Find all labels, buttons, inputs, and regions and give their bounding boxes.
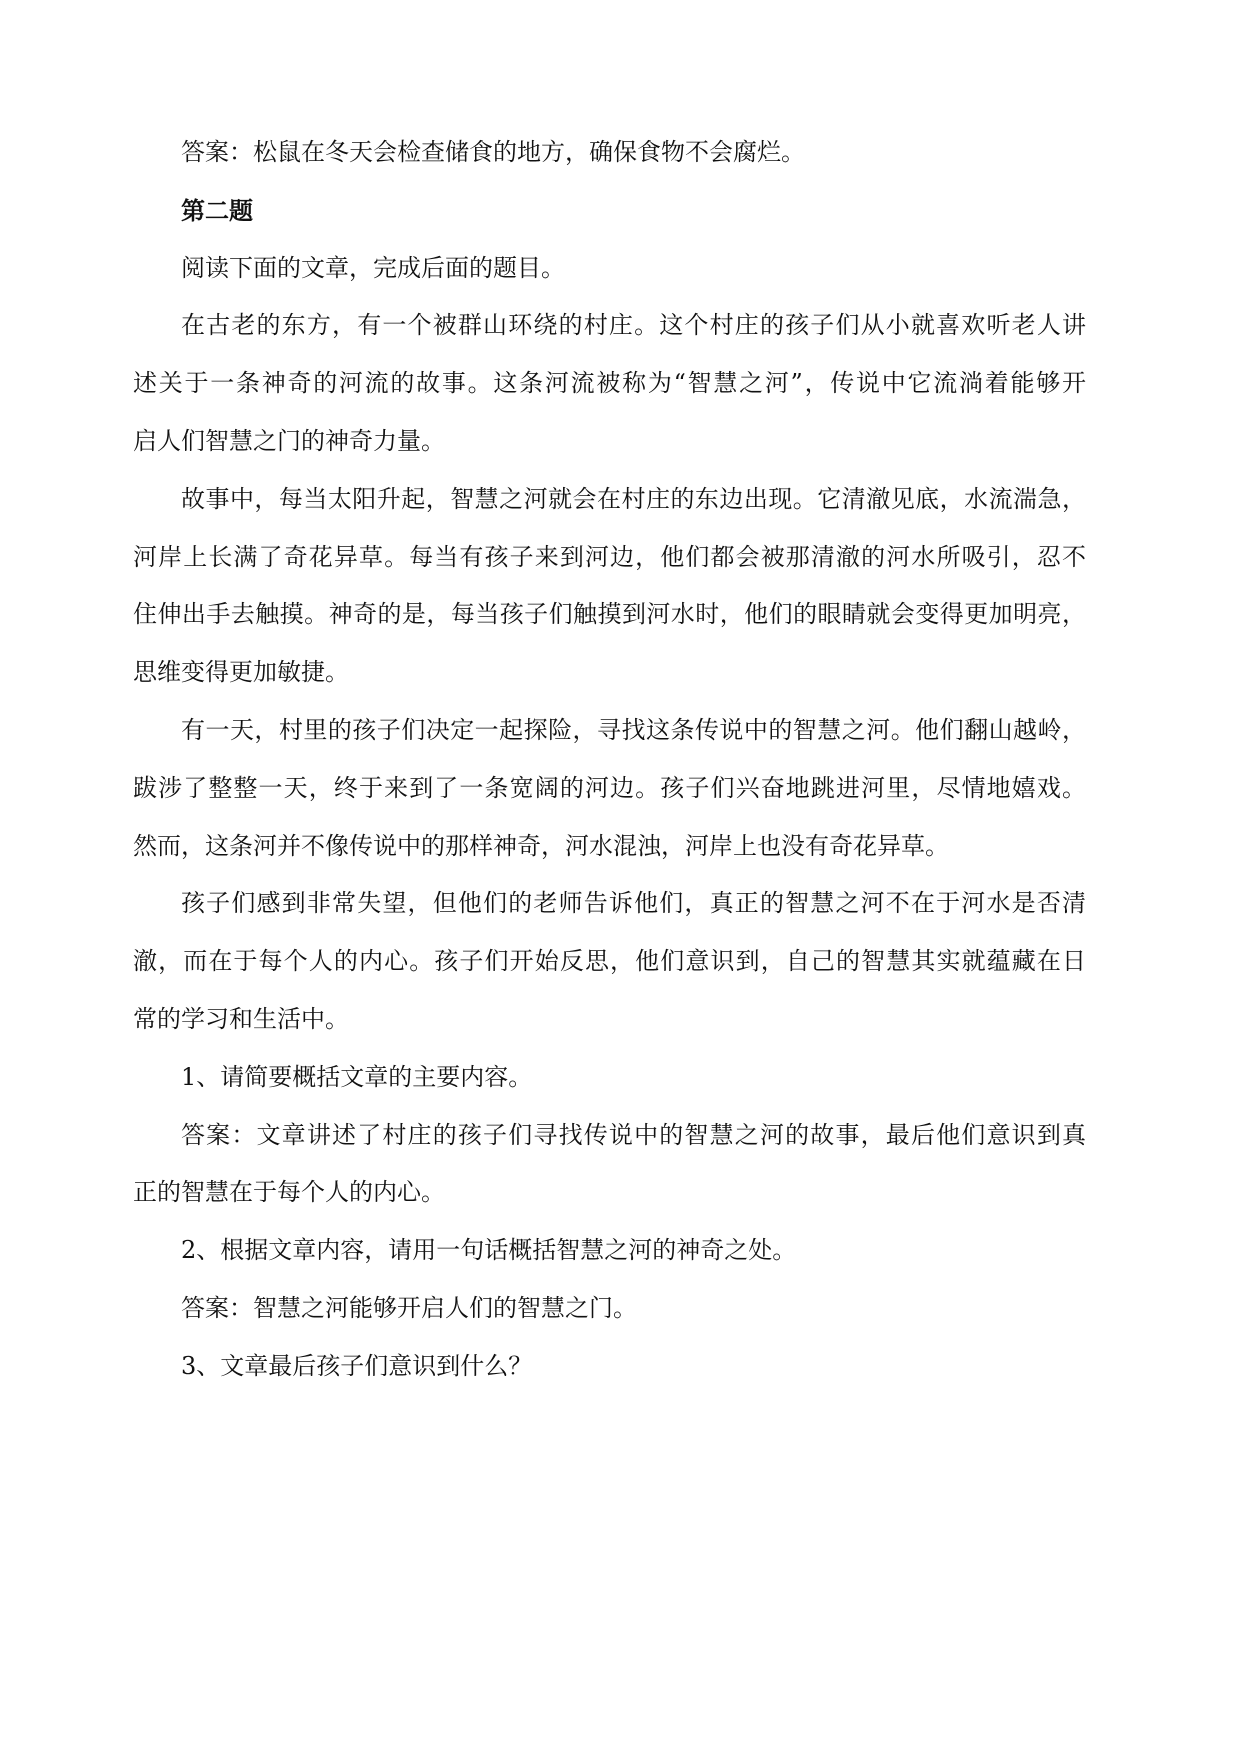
question-text: 3、文章最后孩子们意识到什么？ [181,1351,533,1380]
passage-line: 河岸上长满了奇花异草。每当有孩子来到河边，他们都会被那清澈的河水所吸引，忍不 [133,542,1086,571]
question-text: 1、请简要概括文章的主要内容。 [181,1062,533,1091]
answer-text [133,1107,1086,1223]
passage-line: 在古老的东方，有一个被群山环绕的村庄。这个村庄的孩子们从小就喜欢听老人讲 [181,311,1086,340]
passage-line: 有一天，村里的孩子们决定一起探险，寻找这条传说中的智慧之河。他们翻山越岭， [181,715,1086,744]
section-title: 第二题 [181,195,253,225]
document-body [133,124,1086,1396]
previous-answer: 答案：松鼠在冬天会检查储食的地方，确保食物不会腐烂。 [181,138,805,166]
answer-line: 正的智慧在于每个人的内心。 [133,1178,445,1207]
question-text: 2、根据文章内容，请用一句话概括智慧之河的神奇之处。 [181,1236,797,1265]
answer-line: 答案：文章讲述了村庄的孩子们寻找传说中的智慧之河的故事，最后他们意识到真 [181,1120,1086,1149]
passage-line: 常的学习和生活中。 [133,1004,349,1033]
answer-line: 答案：智慧之河能够开启人们的智慧之门。 [181,1293,637,1322]
passage-line: 故事中，每当太阳升起，智慧之河就会在村庄的东边出现。它清澈见底，水流湍急， [181,484,1086,513]
instruction-text: 阅读下面的文章，完成后面的题目。 [181,253,565,282]
passage-paragraph [133,471,1086,702]
passage-line: 思维变得更加敏捷。 [133,658,349,687]
passage-paragraph [133,875,1086,1048]
passage-line: 然而，这条河并不像传说中的那样神奇，河水混浊，河岸上也没有奇花异草。 [133,831,949,860]
passage-line: 跋涉了整整一天，终于来到了一条宽阔的河边。孩子们兴奋地跳进河里，尽情地嬉戏。 [133,773,1086,802]
passage-line: 住伸出手去触摸。神奇的是，每当孩子们触摸到河水时，他们的眼睛就会变得更加明亮， [133,600,1086,629]
passage-paragraph [133,702,1086,875]
passage-line: 述关于一条神奇的河流的故事。这条河流被称为“智慧之河”，传说中它流淌着能够开 [133,369,1086,398]
passage-line: 澈，而在于每个人的内心。孩子们开始反思，他们意识到，自己的智慧其实就蕴藏在日 [133,947,1086,976]
passage-line: 启人们智慧之门的神奇力量。 [133,426,445,455]
passage-paragraph [133,297,1086,470]
passage-line: 孩子们感到非常失望，但他们的老师告诉他们，真正的智慧之河不在于河水是否清 [181,889,1086,918]
answer-text [133,1280,1086,1338]
